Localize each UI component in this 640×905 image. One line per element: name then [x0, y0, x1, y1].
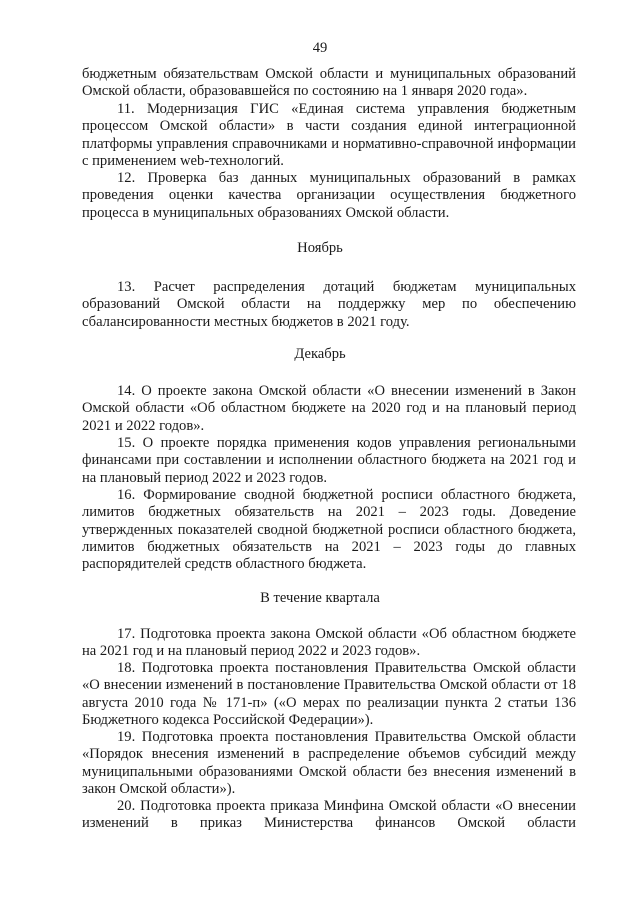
paragraph-14: 14. О проекте закона Омской области «О внесении изменений в Закон Омской области «Об областном бюджете на 2020 год и на плановый период 2021 и 2022 годов».: [82, 383, 576, 434]
heading-november: Ноябрь: [297, 240, 343, 256]
paragraph-19: 19. Подготовка проекта постановления Правительства Омской области «Порядок внесения изменений в распределение объемов субсидий между муниципальными образованиями Омской области без внесения изменений в закон Омской области»).: [82, 729, 576, 797]
paragraph-13: 13. Расчет распределения дотаций бюджетам муниципальных образований Омской области на поддержку мер по обеспечению сбалансированности местных бюджетов в 2021 году.: [82, 279, 576, 330]
paragraph-20: 20. Подготовка проекта приказа Минфина Омской области «О внесении изменений в приказ Министерства финансов Омской области: [82, 798, 576, 832]
paragraph-17: 17. Подготовка проекта закона Омской области «Об областном бюджете на 2021 год и на плановый период 2022 и 2023 годов».: [82, 626, 576, 660]
heading-december: Декабрь: [294, 346, 346, 362]
paragraph-continuation: бюджетным обязательствам Омской области и муниципальных образований Омской области, образовавшейся по состоянию на 1 января 2020 года».: [82, 66, 576, 100]
paragraph-16: 16. Формирование сводной бюджетной росписи областного бюджета, лимитов бюджетных обязательств на 2021 – 2023 годы. Доведение утвержденных показателей сводной бюджетной росписи областного бюджета, лимитов бюджетных обязательств на 2021 – 2023 годы до главных распорядителей средств областного бюджета.: [82, 487, 576, 573]
heading-quarter: В течение квартала: [260, 590, 380, 606]
paragraph-12: 12. Проверка баз данных муниципальных образований в рамках проведения оценки качества организации осуществления бюджетного процесса в муниципальных образованиях Омской области.: [82, 170, 576, 221]
paragraph-11: 11. Модернизация ГИС «Единая система управления бюджетным процессом Омской области» в части создания единой интеграционной платформы управления справочниками и нормативно-справочной информации с применением web-технологий.: [82, 101, 576, 169]
paragraph-18: 18. Подготовка проекта постановления Правительства Омской области «О внесении изменений в постановление Правительства Омской области от 18 августа 2010 года № 171-п» («О мерах по реализации пункта 2 статьи 136 Бюджетного кодекса Российской Федерации»).: [82, 660, 576, 728]
paragraph-15: 15. О проекте порядка применения кодов управления региональными финансами при составлении и исполнении областного бюджета на 2021 год и на плановый период 2022 и 2023 годов.: [82, 435, 576, 486]
page-number: 49: [312, 40, 328, 56]
